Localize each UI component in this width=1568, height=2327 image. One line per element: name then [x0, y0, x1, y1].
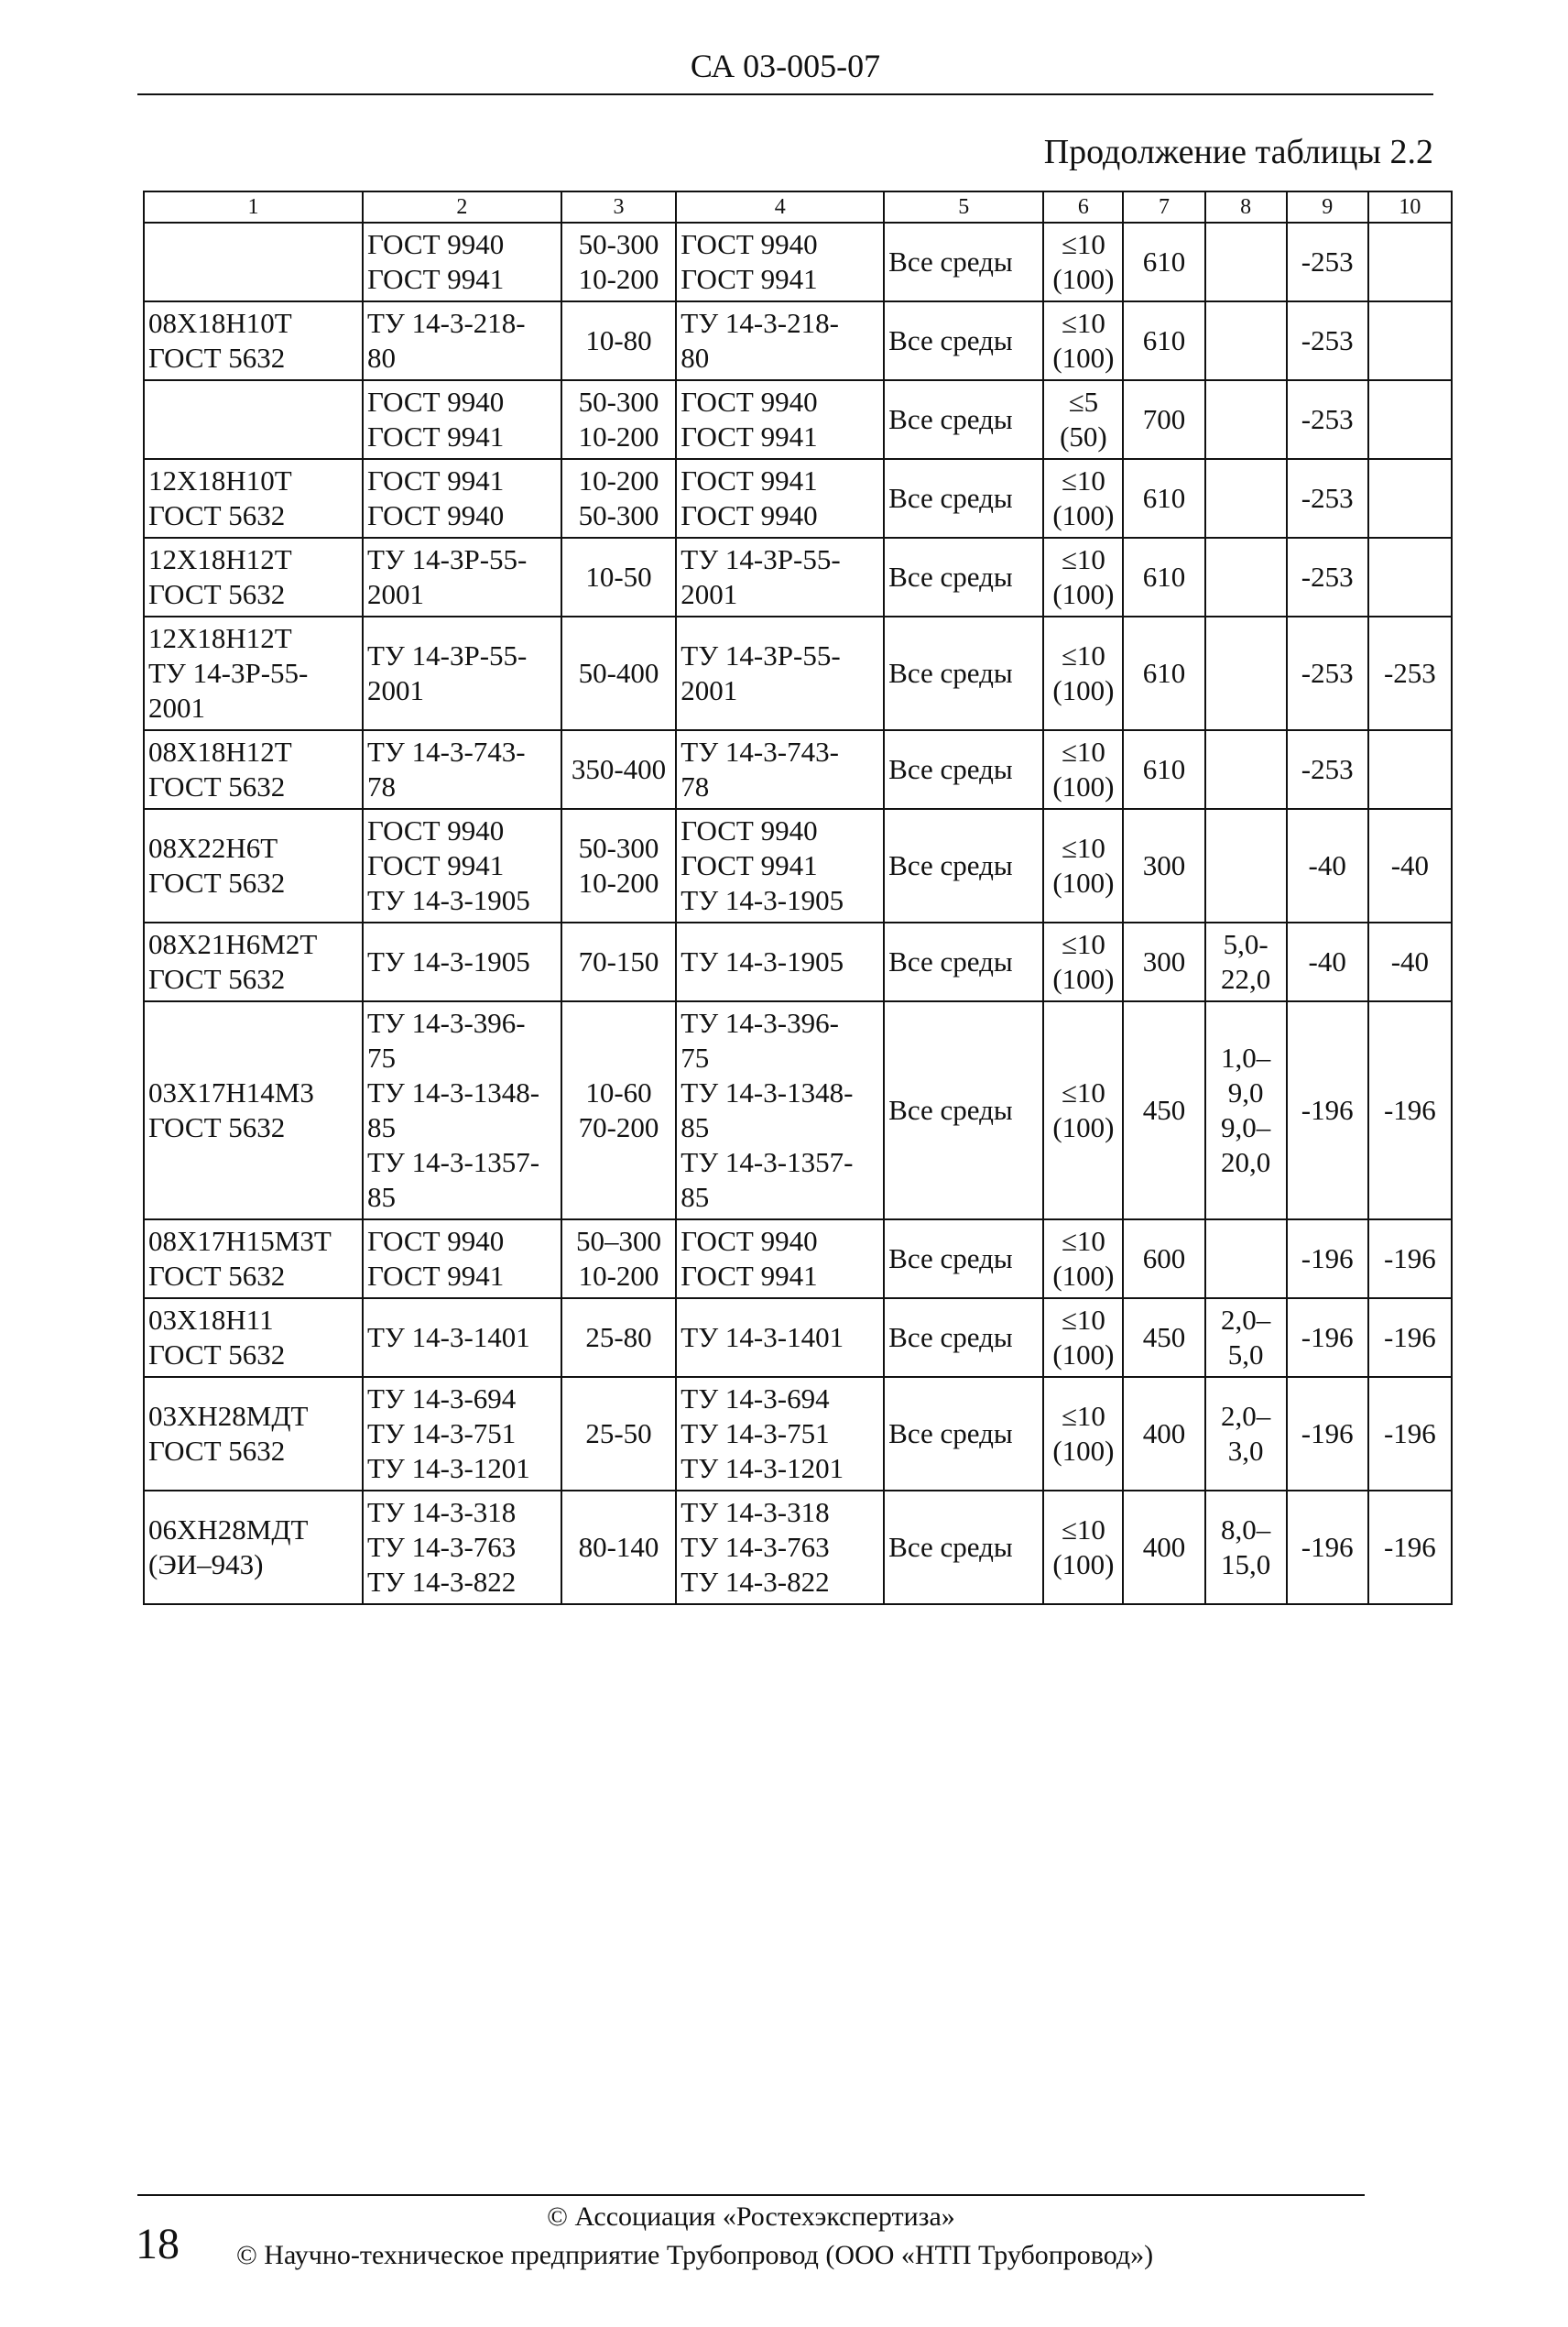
table-cell-col-5: Все среды	[884, 730, 1043, 809]
table-cell-col-3: 10-200 50-300	[561, 459, 677, 538]
column-header: 1	[144, 191, 363, 223]
table-cell-col-10: -40	[1368, 923, 1452, 1001]
table-cell-col-8	[1205, 380, 1287, 459]
table-cell-col-4: ТУ 14-3-396- 75 ТУ 14-3-1348- 85 ТУ 14-3-1357- 85	[676, 1001, 884, 1219]
column-header: 9	[1287, 191, 1368, 223]
table-cell-col-2: ТУ 14-3-743- 78	[363, 730, 561, 809]
table-cell-col-1: 12Х18Н12Т ГОСТ 5632	[144, 538, 363, 617]
table-cell-col-2: ГОСТ 9940 ГОСТ 9941	[363, 1219, 561, 1298]
footer-copyright-association: © Ассоциация «Ростехэкспертиза»	[547, 2201, 955, 2232]
table-cell-col-7: 610	[1123, 617, 1204, 730]
table-cell-col-4: ТУ 14-3Р-55- 2001	[676, 617, 884, 730]
table-cell-col-3: 25-80	[561, 1298, 677, 1377]
table-cell-col-9: -196	[1287, 1298, 1368, 1377]
table-cell-col-5: Все среды	[884, 1001, 1043, 1219]
table-cell-col-1: 03Х17Н14М3 ГОСТ 5632	[144, 1001, 363, 1219]
table-cell-col-5: Все среды	[884, 223, 1043, 301]
table-cell-col-4: ГОСТ 9940 ГОСТ 9941 ТУ 14-3-1905	[676, 809, 884, 923]
table-cell-col-10: -196	[1368, 1491, 1452, 1604]
table-cell-col-10: -196	[1368, 1298, 1452, 1377]
column-header: 5	[884, 191, 1043, 223]
table-cell-col-9: -253	[1287, 459, 1368, 538]
table-cell-col-5: Все среды	[884, 1298, 1043, 1377]
table-cell-col-7: 610	[1123, 459, 1204, 538]
table-cell-col-8	[1205, 617, 1287, 730]
table-cell-col-2: ГОСТ 9941 ГОСТ 9940	[363, 459, 561, 538]
table-cell-col-8	[1205, 223, 1287, 301]
table-cell-col-1: 03ХН28МДТ ГОСТ 5632	[144, 1377, 363, 1491]
table-cell-col-3: 10-60 70-200	[561, 1001, 677, 1219]
table-cell-col-10	[1368, 301, 1452, 380]
table-cell-col-3: 10-80	[561, 301, 677, 380]
table-cell-col-7: 610	[1123, 223, 1204, 301]
table-cell-col-7: 400	[1123, 1377, 1204, 1491]
header-rule	[137, 93, 1433, 95]
table-cell-col-2: ТУ 14-3-694 ТУ 14-3-751 ТУ 14-3-1201	[363, 1377, 561, 1491]
table-cell-col-6: ≤10 (100)	[1043, 1298, 1123, 1377]
table-cell-col-10	[1368, 380, 1452, 459]
table-row	[144, 730, 1452, 809]
table-cell-col-5: Все среды	[884, 380, 1043, 459]
column-header: 7	[1123, 191, 1204, 223]
table-cell-col-10: -253	[1368, 617, 1452, 730]
table-cell-col-10: -40	[1368, 809, 1452, 923]
data-table	[143, 191, 1453, 1605]
table-cell-col-4: ТУ 14-3-1401	[676, 1298, 884, 1377]
table-cell-col-8: 5,0- 22,0	[1205, 923, 1287, 1001]
table-cell-col-4: ГОСТ 9940 ГОСТ 9941	[676, 223, 884, 301]
table-cell-col-7: 450	[1123, 1001, 1204, 1219]
table-cell-col-7: 610	[1123, 301, 1204, 380]
table-cell-col-6: ≤10 (100)	[1043, 1219, 1123, 1298]
table-cell-col-7: 610	[1123, 730, 1204, 809]
table-cell-col-9: -196	[1287, 1491, 1368, 1604]
table-cell-col-3: 350-400	[561, 730, 677, 809]
table-cell-col-6: ≤10 (100)	[1043, 1491, 1123, 1604]
table-cell-col-6: ≤10 (100)	[1043, 1001, 1123, 1219]
document-code: СА 03-005-07	[690, 48, 881, 84]
table-cell-col-3: 10-50	[561, 538, 677, 617]
table-cell-col-3: 25-50	[561, 1377, 677, 1491]
table-cell-col-5: Все среды	[884, 459, 1043, 538]
footer-rule	[137, 2194, 1365, 2196]
column-header: 8	[1205, 191, 1287, 223]
table-cell-col-10	[1368, 223, 1452, 301]
table-cell-col-8: 2,0– 5,0	[1205, 1298, 1287, 1377]
table-cell-col-1: 06ХН28МДТ (ЭИ–943)	[144, 1491, 363, 1604]
table-body	[144, 223, 1452, 1604]
footer-copyright-enterprise: © Научно-техническое предприятие Трубопровод (ООО «НТП Трубопровод»)	[236, 2240, 1154, 2270]
table-cell-col-6: ≤10 (100)	[1043, 923, 1123, 1001]
table-cell-col-2: ТУ 14-3-218- 80	[363, 301, 561, 380]
table-cell-col-5: Все среды	[884, 923, 1043, 1001]
table-cell-col-7: 300	[1123, 923, 1204, 1001]
table-cell-col-3: 50–300 10-200	[561, 1219, 677, 1298]
table-cell-col-2: ГОСТ 9940 ГОСТ 9941	[363, 223, 561, 301]
table-cell-col-6: ≤10 (100)	[1043, 1377, 1123, 1491]
table-row	[144, 1219, 1452, 1298]
table-cell-col-5: Все среды	[884, 538, 1043, 617]
table-cell-col-5: Все среды	[884, 617, 1043, 730]
table-cell-col-7: 700	[1123, 380, 1204, 459]
table-cell-col-6: ≤10 (100)	[1043, 809, 1123, 923]
table-cell-col-2: ТУ 14-3Р-55- 2001	[363, 538, 561, 617]
table-cell-col-1: 03Х18Н11 ГОСТ 5632	[144, 1298, 363, 1377]
table-cell-col-8	[1205, 1219, 1287, 1298]
table-row	[144, 1491, 1452, 1604]
table-row	[144, 301, 1452, 380]
table-cell-col-5: Все среды	[884, 301, 1043, 380]
table-cell-col-9: -196	[1287, 1219, 1368, 1298]
table-row	[144, 1377, 1452, 1491]
column-header: 4	[676, 191, 884, 223]
table-cell-col-2: ТУ 14-3-318 ТУ 14-3-763 ТУ 14-3-822	[363, 1491, 561, 1604]
table-cell-col-1: 12Х18Н10Т ГОСТ 5632	[144, 459, 363, 538]
table-row	[144, 459, 1452, 538]
table-cell-col-8	[1205, 301, 1287, 380]
table-caption: Продолжение таблицы 2.2	[1043, 133, 1433, 171]
column-header: 3	[561, 191, 677, 223]
table-cell-col-3: 70-150	[561, 923, 677, 1001]
table-cell-col-9: -196	[1287, 1377, 1368, 1491]
table-cell-col-9: -40	[1287, 923, 1368, 1001]
table-cell-col-10: -196	[1368, 1219, 1452, 1298]
table-row	[144, 617, 1452, 730]
table-cell-col-4: ТУ 14-3-743- 78	[676, 730, 884, 809]
table-cell-col-1: 08Х18Н12Т ГОСТ 5632	[144, 730, 363, 809]
table-cell-col-8	[1205, 809, 1287, 923]
table-cell-col-2: ТУ 14-3-396- 75 ТУ 14-3-1348- 85 ТУ 14-3-1357- 85	[363, 1001, 561, 1219]
table-cell-col-9: -253	[1287, 538, 1368, 617]
table-cell-col-1	[144, 223, 363, 301]
table-cell-col-3: 50-300 10-200	[561, 380, 677, 459]
column-header: 10	[1368, 191, 1452, 223]
table-cell-col-10: -196	[1368, 1001, 1452, 1219]
table-cell-col-4: ГОСТ 9940 ГОСТ 9941	[676, 380, 884, 459]
table-row	[144, 538, 1452, 617]
table-cell-col-6: ≤5 (50)	[1043, 380, 1123, 459]
table-cell-col-5: Все среды	[884, 1219, 1043, 1298]
table-row	[144, 809, 1452, 923]
table-cell-col-9: -253	[1287, 730, 1368, 809]
table-cell-col-6: ≤10 (100)	[1043, 730, 1123, 809]
table-cell-col-1: 08Х18Н10Т ГОСТ 5632	[144, 301, 363, 380]
table-cell-col-6: ≤10 (100)	[1043, 223, 1123, 301]
table-cell-col-4: ТУ 14-3-218- 80	[676, 301, 884, 380]
table-cell-col-9: -253	[1287, 301, 1368, 380]
table-cell-col-5: Все среды	[884, 809, 1043, 923]
table-cell-col-9: -253	[1287, 617, 1368, 730]
table-cell-col-2: ТУ 14-3-1401	[363, 1298, 561, 1377]
table-cell-col-6: ≤10 (100)	[1043, 459, 1123, 538]
table-cell-col-7: 400	[1123, 1491, 1204, 1604]
column-header: 6	[1043, 191, 1123, 223]
table-cell-col-9: -253	[1287, 223, 1368, 301]
table-cell-col-9: -253	[1287, 380, 1368, 459]
table-cell-col-6: ≤10 (100)	[1043, 301, 1123, 380]
table-cell-col-9: -196	[1287, 1001, 1368, 1219]
table-cell-col-4: ГОСТ 9941 ГОСТ 9940	[676, 459, 884, 538]
table-cell-col-7: 610	[1123, 538, 1204, 617]
table-row	[144, 1001, 1452, 1219]
table-cell-col-8: 8,0– 15,0	[1205, 1491, 1287, 1604]
table-row	[144, 923, 1452, 1001]
table-row	[144, 380, 1452, 459]
table-cell-col-2: ТУ 14-3-1905	[363, 923, 561, 1001]
table-cell-col-7: 600	[1123, 1219, 1204, 1298]
table-cell-col-10	[1368, 538, 1452, 617]
table-cell-col-3: 50-300 10-200	[561, 223, 677, 301]
table-cell-col-3: 50-300 10-200	[561, 809, 677, 923]
table-row	[144, 223, 1452, 301]
table-cell-col-4: ГОСТ 9940 ГОСТ 9941	[676, 1219, 884, 1298]
table-cell-col-8	[1205, 730, 1287, 809]
table-cell-col-4: ТУ 14-3-318 ТУ 14-3-763 ТУ 14-3-822	[676, 1491, 884, 1604]
table-cell-col-8	[1205, 459, 1287, 538]
table-cell-col-2: ТУ 14-3Р-55- 2001	[363, 617, 561, 730]
table-cell-col-7: 300	[1123, 809, 1204, 923]
table-cell-col-10: -196	[1368, 1377, 1452, 1491]
table-cell-col-5: Все среды	[884, 1491, 1043, 1604]
table-cell-col-3: 80-140	[561, 1491, 677, 1604]
table-cell-col-10	[1368, 459, 1452, 538]
table-cell-col-8	[1205, 538, 1287, 617]
table-cell-col-1	[144, 380, 363, 459]
table-cell-col-3: 50-400	[561, 617, 677, 730]
table-cell-col-1: 12Х18Н12Т ТУ 14-3Р-55- 2001	[144, 617, 363, 730]
table-cell-col-4: ТУ 14-3-1905	[676, 923, 884, 1001]
column-header: 2	[363, 191, 561, 223]
table-cell-col-8: 1,0– 9,0 9,0– 20,0	[1205, 1001, 1287, 1219]
table-cell-col-2: ГОСТ 9940 ГОСТ 9941 ТУ 14-3-1905	[363, 809, 561, 923]
table-cell-col-1: 08Х21Н6М2Т ГОСТ 5632	[144, 923, 363, 1001]
table-cell-col-8: 2,0– 3,0	[1205, 1377, 1287, 1491]
table-cell-col-4: ТУ 14-3-694 ТУ 14-3-751 ТУ 14-3-1201	[676, 1377, 884, 1491]
table-cell-col-5: Все среды	[884, 1377, 1043, 1491]
table-cell-col-1: 08Х22Н6Т ГОСТ 5632	[144, 809, 363, 923]
table-cell-col-4: ТУ 14-3Р-55- 2001	[676, 538, 884, 617]
table-cell-col-6: ≤10 (100)	[1043, 617, 1123, 730]
table-cell-col-10	[1368, 730, 1452, 809]
table-cell-col-6: ≤10 (100)	[1043, 538, 1123, 617]
table-cell-col-7: 450	[1123, 1298, 1204, 1377]
table-row	[144, 1298, 1452, 1377]
page-number: 18	[136, 2220, 180, 2268]
table-header-row	[144, 191, 1452, 223]
table-cell-col-9: -40	[1287, 809, 1368, 923]
table-cell-col-1: 08Х17Н15М3Т ГОСТ 5632	[144, 1219, 363, 1298]
table-cell-col-2: ГОСТ 9940 ГОСТ 9941	[363, 380, 561, 459]
